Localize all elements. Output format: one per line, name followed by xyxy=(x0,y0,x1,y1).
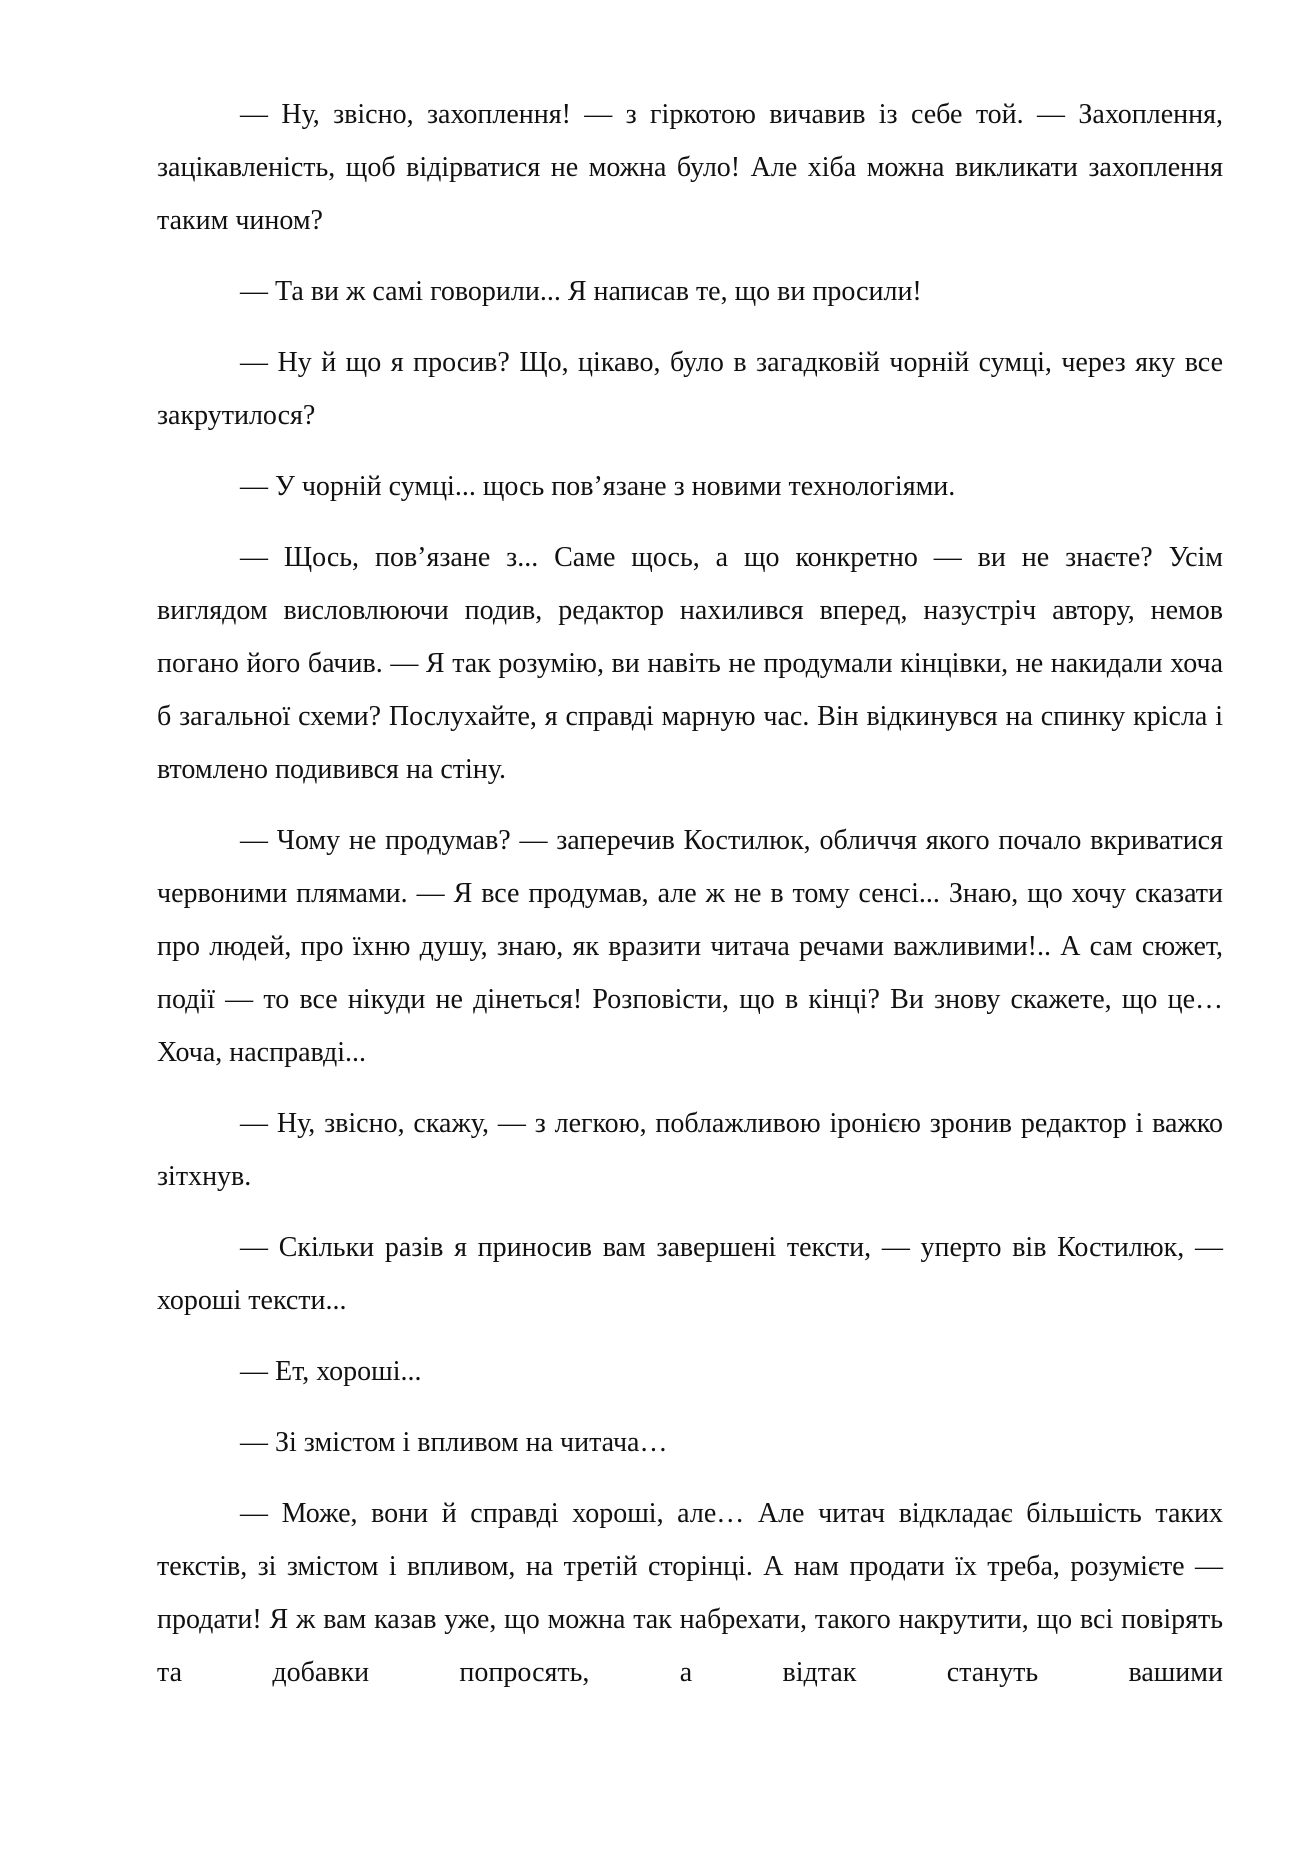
paragraph: — Щось, пов’язане з... Саме щось, а що конкретно — ви не знаєте? Усім виглядом висловлюючи подив, редактор нахилився вперед, назустріч автору, немов погано його бачив. — Я так розумію, ви навіть не продумали кінцівки, не накидали хоча б загальної схеми? Послухайте, я справді марную час. Він відкинувся на спинку крісла і втомлено подивився на стіну. xyxy=(157,542,1223,785)
paragraph: — Зі змістом і впливом на читача… xyxy=(240,1427,668,1458)
paragraph: — Чому не продумав? — заперечив Костилюк, обличчя якого почало вкриватися червоними плямами. — Я все продумав, але ж не в тому сенсі... Знаю, що хочу сказати про людей, про їхню душу, знаю, як вразити читача речами важливими!.. А сам сюжет, події — то все нікуди не дінеться! Розповісти, що в кінці? Ви знову скажете, що це… Хоча, насправді... xyxy=(157,825,1223,1068)
paragraph: — У чорній сумці... щось пов’язане з новими технологіями. xyxy=(240,471,956,502)
paragraph: — Ну й що я просив? Що, цікаво, було в загадковій чорній сумці, через яку все закрутилося? xyxy=(157,347,1223,431)
paragraph: — Ет, хороші... xyxy=(240,1356,422,1387)
paragraph: — Скільки разів я приносив вам завершені тексти, — уперто вів Костилюк, — хороші тексти... xyxy=(157,1232,1223,1316)
paragraph: — Та ви ж самі говорили... Я написав те, що ви просили! xyxy=(240,276,922,307)
paragraph: — Ну, звісно, захоплення! — з гіркотою вичавив із себе той. — Захоплення, зацікавленість, щоб відірватися не можна було! Але хіба можна викликати захоплення таким чином? xyxy=(157,99,1223,236)
paragraph: — Ну, звісно, скажу, — з легкою, поблажливою іронією зронив редактор і важко зітхнув. xyxy=(157,1108,1223,1192)
paragraph: — Може, вони й справді хороші, але… Але читач відкладає більшість таких текстів, зі змістом і впливом, на третій сторінці. А нам продати їх треба, розумієте — продати! Я ж вам казав уже, що можна так набрехати, такого накрутити, що всі повірять та добавки попросять, а відтак стануть вашими xyxy=(157,1498,1223,1688)
text-body xyxy=(157,88,1223,1699)
